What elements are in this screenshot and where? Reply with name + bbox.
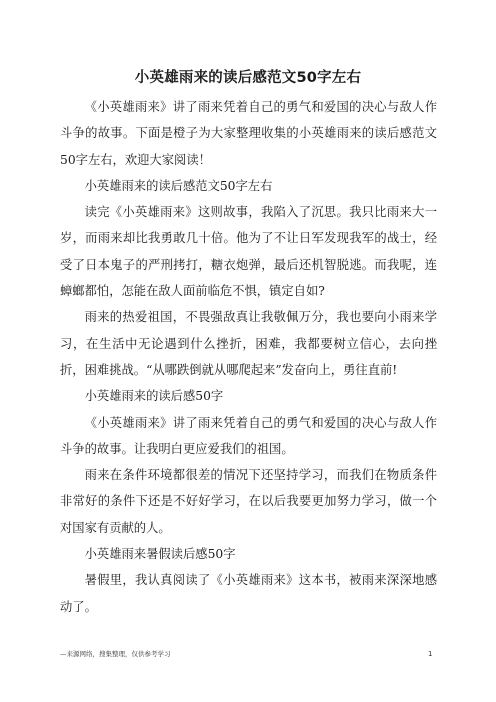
section-heading: 小英雄雨来的读后感50字 (84, 389, 224, 404)
paragraph: 暑假里，我认真阅读了《小英雄雨来》这本书，被雨来深深地感动了。 (60, 573, 437, 614)
section-heading: 小英雄雨来暑假读后感50字 (84, 547, 236, 562)
section-heading: 小英雄雨来的读后感范文50字左右 (84, 178, 273, 193)
footer-source-note: —来源网络，搜集整理，仅供参考学习 (60, 650, 171, 658)
document-body (60, 94, 437, 620)
paragraph: 雨来在条件环境都很差的情况下还坚持学习，而我们在物质条件非常好的条件下还是不好好学习，在以后我要更加努力学习，做一个对国家有贡献的人。 (60, 468, 437, 535)
document-title: 小英雄雨来的读后感范文50字左右 (134, 70, 362, 86)
paragraph: 《小英雄雨来》讲了雨来凭着自己的勇气和爱国的决心与敌人作斗争的故事。让我明白更应爱我们的祖国。 (60, 415, 437, 456)
paragraph: 读完《小英雄雨来》这则故事，我陷入了沉思。我只比雨来大一岁，而雨来却比我勇敢几十倍。他为了不让日军发现我军的战士，经受了日本鬼子的严刑拷打，糖衣炮弹，最后还机智脱逃。而我呢，连蟑螂都怕，怎能在敌人面前临危不惧，镇定自如? (60, 205, 437, 299)
paragraph: 雨来的热爱祖国，不畏强敌真让我敬佩万分，我也要向小雨来学习，在生活中无论遇到什么挫折，困难，我都要树立信心，去向挫折，困难挑战。“从哪跌倒就从哪爬起来”发奋向上，勇往直前! (60, 310, 437, 377)
page-number: 1 (428, 650, 433, 658)
paragraph-intro: 《小英雄雨来》讲了雨来凭着自己的勇气和爱国的决心与敌人作斗争的故事。下面是橙子为大家整理收集的小英雄雨来的读后感范文50字左右，欢迎大家阅读！ (60, 100, 437, 167)
